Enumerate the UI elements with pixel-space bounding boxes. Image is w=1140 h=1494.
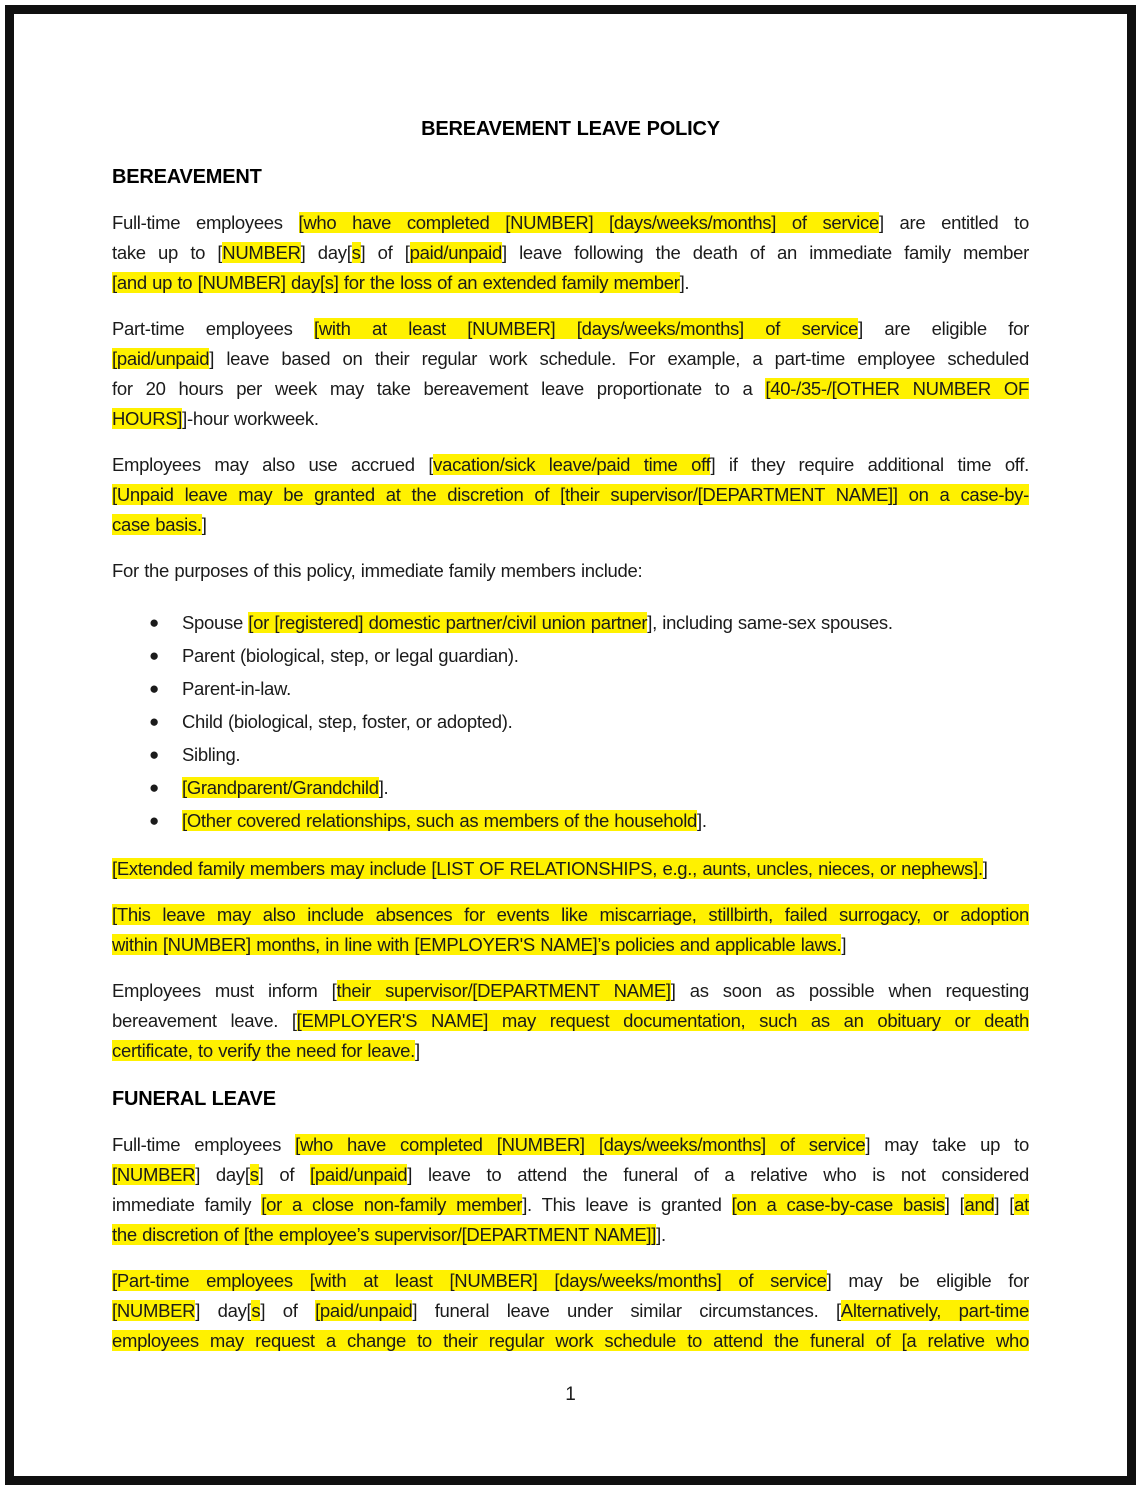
list-item <box>112 606 1029 639</box>
text-line <box>112 314 1029 344</box>
text-line <box>112 900 1029 930</box>
text-run: ] leave to attend the funeral of a relative who is not considered <box>407 1164 1029 1185</box>
text-run: Parent (biological, step, or legal guardian). <box>182 645 519 666</box>
text-run: ] may be eligible for <box>826 1270 1029 1291</box>
list-item-text <box>182 612 893 633</box>
list-item-text <box>182 645 519 666</box>
text-run: ] if they require additional time off. <box>710 454 1029 475</box>
bullet-icon: ● <box>149 712 159 731</box>
highlighted-text-run: s <box>249 1164 259 1185</box>
list-item <box>112 705 1029 738</box>
text-run: ] leave following the death of an immediate family member <box>501 242 1029 263</box>
highlighted-text-run: and <box>964 1194 995 1215</box>
text-line <box>112 374 1029 404</box>
bullet-list <box>112 606 1029 837</box>
text-run: Employees may also use accrued [ <box>112 454 434 475</box>
text-run: for 20 hours per week may take bereavement leave proportionate to a <box>112 378 766 399</box>
highlighted-text-run: [paid/unpaid <box>112 348 210 369</box>
highlighted-text-run: vacation/sick leave/paid time off <box>433 454 711 475</box>
text-run: ]. <box>378 777 389 798</box>
text-run: ] of <box>258 1164 311 1185</box>
text-line <box>112 1326 1029 1356</box>
bullet-icon: ● <box>149 679 159 698</box>
paragraph <box>112 854 1029 884</box>
text-run: ]. This leave is granted <box>522 1194 732 1215</box>
text-run: ] of <box>260 1300 316 1321</box>
highlighted-text-run: [with at least [NUMBER] [days/weeks/months] of service <box>314 318 859 339</box>
text-run: ], including same-sex spouses. <box>647 612 893 633</box>
text-run: Child (biological, step, foster, or adopted). <box>182 711 513 732</box>
bullet-icon: ● <box>149 745 159 764</box>
text-run: ] are eligible for <box>858 318 1029 339</box>
paragraph <box>112 314 1029 434</box>
text-line <box>112 1130 1029 1160</box>
text-run: ] day[ <box>195 1300 252 1321</box>
text-line <box>112 1036 1029 1066</box>
list-item-text <box>182 744 240 765</box>
text-run: ]. <box>656 1224 666 1245</box>
text-run: ]-hour workweek. <box>182 408 319 429</box>
bullet-icon: ● <box>149 646 159 665</box>
text-run: Full-time employees <box>112 212 299 233</box>
text-line <box>112 208 1029 238</box>
highlighted-text-run: their supervisor/[DEPARTMENT NAME] <box>336 980 671 1001</box>
page-border-frame <box>5 5 1136 1485</box>
document-blocks <box>112 162 1029 1356</box>
text-run: Sibling. <box>182 744 241 765</box>
text-line <box>112 976 1029 1006</box>
text-line <box>112 854 1029 884</box>
text-line <box>112 1190 1029 1220</box>
list-item <box>112 771 1029 804</box>
text-run: bereavement leave. [ <box>112 1010 297 1031</box>
highlighted-text-run: [and up to [NUMBER] day[s] for the loss of an extended family member <box>112 272 680 293</box>
text-run: Parent-in-law. <box>182 678 291 699</box>
section-heading: BEREAVEMENT <box>112 166 262 188</box>
highlighted-text-run: [on a case-by-case basis <box>731 1194 945 1215</box>
highlighted-text-run: within [NUMBER] months, in line with [EMPLOYER'S NAME]’s policies and applicable laws. <box>112 934 842 955</box>
highlighted-text-run: [Extended family members may include [LIST OF RELATIONSHIPS, e.g., aunts, uncles, nieces, or nephews]. <box>112 858 983 879</box>
highlighted-text-run: [or [registered] domestic partner/civil union partner <box>248 612 648 633</box>
text-run: Spouse <box>182 612 249 633</box>
text-run: ] of [ <box>360 242 410 263</box>
text-line <box>112 556 1029 586</box>
highlighted-text-run: [Unpaid leave may be granted at the discretion of [their supervisor/[DEPARTMENT NAME]] on a case-by- <box>112 484 1029 505</box>
text-line <box>112 1220 1029 1250</box>
text-line <box>112 450 1029 480</box>
text-line <box>112 1006 1029 1036</box>
text-run: ] [ <box>944 1194 965 1215</box>
bullet-icon: ● <box>149 778 159 797</box>
text-line <box>112 268 1029 298</box>
text-run: ] <box>415 1040 420 1061</box>
text-line <box>112 510 1029 540</box>
list-item <box>112 639 1029 672</box>
highlighted-text-run: paid/unpaid <box>409 242 502 263</box>
paragraph <box>112 1266 1029 1356</box>
text-line <box>112 238 1029 268</box>
text-run: take up to [ <box>112 242 223 263</box>
highlighted-text-run: certificate, to verify the need for leave. <box>112 1040 416 1061</box>
document-body <box>112 14 1029 1356</box>
highlighted-text-run: HOURS] <box>112 408 183 429</box>
highlighted-text-run: s <box>251 1300 261 1321</box>
paragraph <box>112 450 1029 540</box>
list-item-text <box>182 678 291 699</box>
list-item-text <box>182 777 388 798</box>
text-run: ]. <box>697 810 707 831</box>
page-number: 1 <box>565 1384 576 1405</box>
text-line <box>112 1160 1029 1190</box>
highlighted-text-run: [40-/35-/[OTHER NUMBER OF <box>765 378 1029 399</box>
text-run: ] <box>841 934 847 955</box>
highlighted-text-run: case basis. <box>112 514 202 535</box>
list-item-text <box>182 711 512 732</box>
paragraph <box>112 900 1029 960</box>
bullet-icon: ● <box>149 811 159 830</box>
list-item <box>112 672 1029 705</box>
text-run: immediate family <box>112 1194 262 1215</box>
highlighted-text-run: [or a close non-family member <box>261 1194 523 1215</box>
text-line <box>112 404 1029 434</box>
text-run: For the purposes of this policy, immediate family members include: <box>112 560 643 581</box>
text-line <box>112 1266 1029 1296</box>
highlighted-text-run: [This leave may also include absences for events like miscarriage, stillbirth, failed surrogacy, or adoption <box>112 904 1029 925</box>
paragraph <box>112 976 1029 1066</box>
text-run: ] <box>982 858 988 879</box>
text-run: ] funeral leave under similar circumstances. [ <box>412 1300 841 1321</box>
highlighted-text-run: at <box>1014 1194 1029 1215</box>
list-item <box>112 738 1029 771</box>
text-run: Full-time employees <box>112 1134 296 1155</box>
bullet-icon: ● <box>149 613 159 632</box>
highlighted-text-run: [paid/unpaid <box>310 1164 408 1185</box>
highlighted-text-run: employees may request a change to their regular work schedule to attend the funeral of [a relative who <box>112 1330 1029 1351</box>
highlighted-text-run: [paid/unpaid <box>315 1300 413 1321</box>
text-run: ] are entitled to <box>878 212 1029 233</box>
text-line <box>112 930 1029 960</box>
highlighted-text-run: [Other covered relationships, such as members of the household <box>182 810 697 831</box>
text-run: ] may take up to <box>865 1134 1029 1155</box>
highlighted-text-run: Alternatively, part-time <box>840 1300 1029 1321</box>
text-run: ]. <box>679 272 690 293</box>
text-run: ] leave based on their regular work schedule. For example, a part-time employee scheduled <box>209 348 1029 369</box>
text-run: Part-time employees <box>112 318 315 339</box>
text-run: ] [ <box>994 1194 1015 1215</box>
text-line <box>112 480 1029 510</box>
text-run: ] <box>201 514 207 535</box>
paragraph <box>112 556 1029 586</box>
highlighted-text-run: [NUMBER <box>112 1300 196 1321</box>
text-line <box>112 344 1029 374</box>
section-heading: FUNERAL LEAVE <box>112 1088 276 1110</box>
highlighted-text-run: [who have completed [NUMBER] [days/weeks/months] of service <box>298 212 879 233</box>
text-run: ] day[ <box>195 1164 250 1185</box>
highlighted-text-run: NUMBER <box>222 242 301 263</box>
text-run: ] as soon as possible when requesting <box>670 980 1029 1001</box>
text-run: Employees must inform [ <box>112 980 337 1001</box>
paragraph <box>112 1130 1029 1250</box>
text-line <box>112 1296 1029 1326</box>
highlighted-text-run: [who have completed [NUMBER] [days/weeks/months] of service <box>295 1134 866 1155</box>
list-item-text <box>182 810 707 831</box>
highlighted-text-run: [Grandparent/Grandchild <box>182 777 379 798</box>
list-item <box>112 804 1029 837</box>
highlighted-text-run: s <box>351 242 361 263</box>
document-title: BEREAVEMENT LEAVE POLICY <box>421 118 720 140</box>
highlighted-text-run: [Part-time employees [with at least [NUMBER] [days/weeks/months] of service <box>112 1270 827 1291</box>
text-run: ] day[ <box>300 242 352 263</box>
highlighted-text-run: [NUMBER <box>112 1164 196 1185</box>
highlighted-text-run: [EMPLOYER'S NAME] may request documentation, such as an obituary or death <box>296 1010 1029 1031</box>
paragraph <box>112 208 1029 298</box>
highlighted-text-run: the discretion of [the employee’s supervisor/[DEPARTMENT NAME]] <box>112 1224 657 1245</box>
